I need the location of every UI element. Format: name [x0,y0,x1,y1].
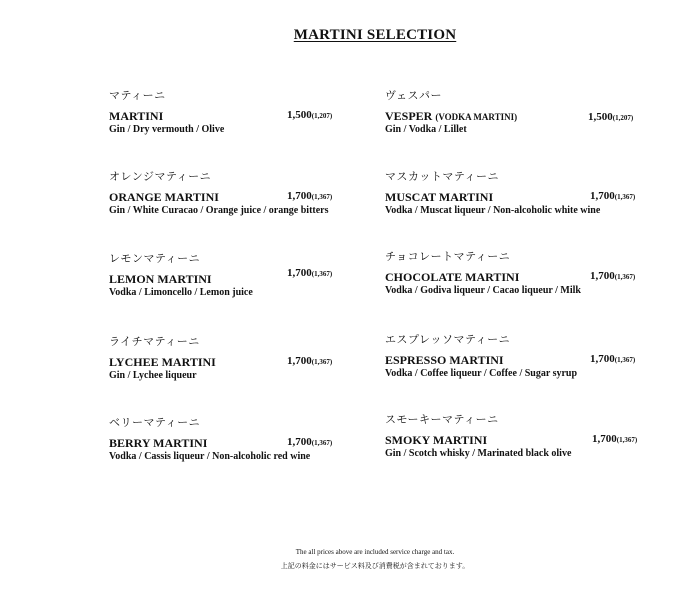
item-jp-name: チョコレートマティーニ [385,251,511,263]
page-title: MARTINI SELECTION [293,27,457,43]
item-jp-name: マティーニ [109,90,166,102]
item-name: BERRY MARTINI [109,436,208,450]
menu-item-espresso-martini [385,331,665,401]
menu-item-martini [109,87,389,157]
item-price: 1,700(1,367) [287,190,333,202]
item-jp-name: オレンジマティーニ [109,171,212,183]
item-name: MARTINI [109,109,164,123]
item-jp-name: マスカットマティーニ [385,171,500,183]
item-name: ESPRESSO MARTINI [385,353,504,367]
item-ingredients: Gin / Dry vermouth / Olive [109,124,225,135]
item-jp-name: エスプレッソマティーニ [385,334,511,346]
item-ingredients: Gin / Vodka / Lillet [385,124,467,135]
menu-item-smoky-martini [385,411,665,481]
item-jp-name: ヴェスパー [385,90,443,102]
item-ingredients: Vodka / Muscat liqueur / Non-alcoholic white wine [385,205,601,216]
menu-item-lemon-martini [109,250,389,320]
item-ingredients: Gin / Scotch whisky / Marinated black olive [385,448,572,459]
item-price: 1,700(1,367) [287,355,333,367]
menu-item-chocolate-martini [385,248,665,318]
item-price: 1,700(1,367) [590,190,636,202]
item-price: 1,700(1,367) [287,267,333,279]
item-price: 1,700(1,367) [590,353,636,365]
item-name: LYCHEE MARTINI [109,355,216,369]
item-name: VESPER (VODKA MARTINI) [385,109,518,123]
item-price: 1,500(1,207) [588,111,634,123]
item-price: 1,500(1,207) [287,109,333,121]
item-jp-name: スモーキーマティーニ [385,414,499,426]
item-jp-name: ベリーマティーニ [109,417,201,429]
menu-item-muscat-martini [385,168,665,238]
menu-item-vesper [385,87,665,157]
footer-tax-note-jp: 上記の料金にはサービス料及び消費税が含まれております。 [280,562,470,570]
item-price: 1,700(1,367) [287,436,333,448]
item-price: 1,700(1,367) [592,433,638,445]
item-jp-name: レモンマティーニ [109,253,201,265]
item-jp-name: ライチマティーニ [109,336,200,348]
item-ingredients: Gin / White Curacao / Orange juice / orange bitters [109,205,329,216]
item-name: SMOKY MARTINI [385,433,488,447]
item-ingredients: Vodka / Coffee liqueur / Coffee / Sugar syrup [385,368,578,379]
item-ingredients: Vodka / Limoncello / Lemon juice [109,287,253,298]
item-name: LEMON MARTINI [109,272,212,286]
menu-item-berry-martini [109,414,389,484]
item-ingredients: Vodka / Godiva liqueur / Cacao liqueur / Milk [385,285,581,296]
footer-tax-note-en: The all prices above are included service charge and tax. [295,548,455,556]
item-ingredients: Gin / Lychee liqueur [109,370,197,381]
item-name: MUSCAT MARTINI [385,190,494,204]
item-ingredients: Vodka / Cassis liqueur / Non-alcoholic red wine [109,451,311,462]
item-price: 1,700(1,367) [590,270,636,282]
menu-item-orange-martini [109,168,389,238]
item-name: ORANGE MARTINI [109,190,219,204]
item-name: CHOCOLATE MARTINI [385,270,520,284]
menu-item-lychee-martini [109,333,389,403]
